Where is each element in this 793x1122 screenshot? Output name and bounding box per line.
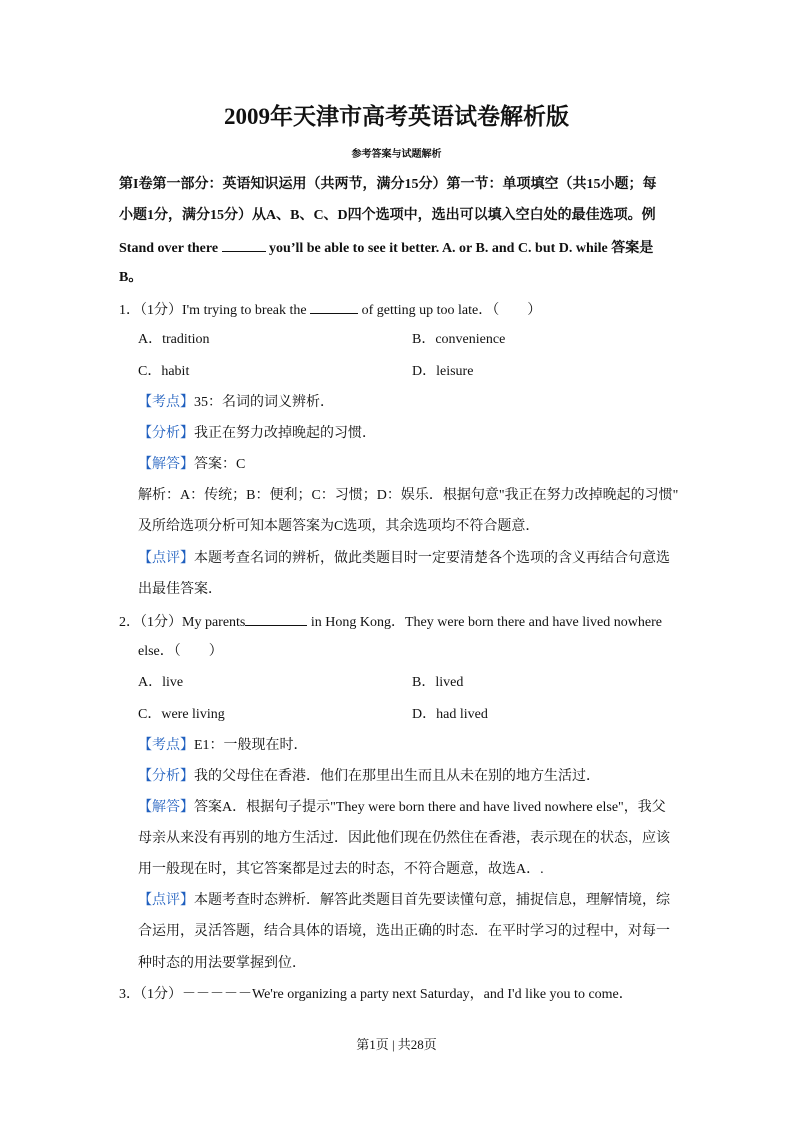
dianping-line: 合运用，灵活答题，结合具体的语境，选出正确的时态．在平时学习的过程中，对每一 — [138, 924, 670, 939]
jiexi-line: 解析：A：传统；B：便利；C：习惯；D：娱乐．根据句意"我正在努力改掉晚起的习惯" — [138, 488, 679, 503]
stem-text: 1．（1分）I'm trying to break the — [119, 303, 307, 318]
intro-line: B。 — [119, 270, 143, 285]
option-d: D．leisure — [412, 364, 474, 379]
answer-blank — [245, 611, 307, 626]
intro-text: Stand over there — [119, 241, 219, 256]
intro-line: 第I卷第一部分：英语知识运用（共两节，满分15分）第一节：单项填空（共15小题；每 — [119, 177, 657, 192]
question-1-stem — [119, 299, 541, 321]
fenxi — [138, 767, 600, 787]
dianping-text: 本题考查时态辨析．解答此类题目首先要读懂句意，捕捉信息，理解情境，综 — [194, 893, 670, 908]
tag-label: 【点评】 — [138, 551, 194, 566]
tag-label: 【考点】 — [138, 738, 194, 753]
jieda — [138, 455, 245, 475]
dianping — [138, 891, 670, 911]
intro-line: 小题1分，满分15分）从A、B、C、D四个选项中，选出可以填入空白处的最佳选项。例 — [119, 208, 656, 223]
stem-text: of getting up too late．（ ） — [361, 303, 542, 318]
tag-label: 【考点】 — [138, 395, 194, 410]
option-b: B．convenience — [412, 332, 506, 347]
kaodian — [138, 736, 308, 756]
kaodian-text: 35：名词的词义辨析． — [194, 395, 334, 410]
option-c: C．habit — [138, 364, 190, 379]
tag-label: 【解答】 — [138, 457, 194, 472]
option-c: C．were living — [138, 707, 225, 722]
answer-blank — [310, 299, 358, 314]
fenxi-text: 我正在努力改掉晚起的习惯． — [194, 426, 376, 441]
option-a: A．live — [138, 675, 184, 690]
dianping-text: 本题考查名词的辨析，做此类题目时一定要清楚各个选项的含义再结合句意选 — [194, 551, 670, 566]
dianping-line: 出最佳答案． — [138, 582, 222, 597]
jieda-line: 用一般现在时，其它答案都是过去的时态，不符合题意，故选A．. — [138, 862, 544, 877]
option-a: A．tradition — [138, 332, 210, 347]
option-d: D．had lived — [412, 707, 488, 722]
stem-text: in Hong Kong．They were born there and have lived nowhere — [310, 615, 662, 630]
kaodian-text: E1：一般现在时． — [194, 738, 308, 753]
answer-blank — [222, 237, 266, 252]
fenxi — [138, 424, 376, 444]
question-3-stem: 3．（1分）－－－－－We're organizing a party next Saturday，and I'd like you to come． — [119, 987, 633, 1002]
fenxi-text: 我的父母住在香港．他们在那里出生而且从未在别的地方生活过． — [194, 769, 600, 784]
option-b: B．lived — [412, 675, 464, 690]
jieda-text: 答案：C — [194, 457, 246, 472]
page-footer: 第1页 | 共28页 — [356, 1037, 437, 1052]
stem-text: 2．（1分）My parents — [119, 615, 246, 630]
document-subtitle: 参考答案与试题解析 — [351, 149, 442, 160]
tag-label: 【点评】 — [138, 893, 194, 908]
question-2-stem — [119, 611, 662, 633]
tag-label: 【分析】 — [138, 426, 194, 441]
tag-label: 【分析】 — [138, 769, 194, 784]
question-2-stem-cont: else．（ ） — [138, 644, 223, 659]
jieda-line: 母亲从来没有再别的地方生活过．因此他们现在仍然住在香港，表示现在的状态，应该 — [138, 831, 670, 846]
intro-line — [119, 237, 653, 259]
jiexi-line: 及所给选项分析可知本题答案为C选项，其余选项均不符合题意． — [138, 519, 540, 534]
kaodian — [138, 393, 334, 413]
tag-label: 【解答】 — [138, 800, 194, 815]
jieda — [138, 798, 666, 818]
jieda-text: 答案A．根据句子提示"They were born there and have lived nowhere else"，我父 — [194, 800, 666, 815]
intro-text: you’ll be able to see it better. A. or B. and C. but D. while 答案是 — [269, 241, 654, 256]
dianping — [138, 549, 670, 569]
document-title: 2009年天津市高考英语试卷解析版 — [224, 104, 569, 129]
dianping-line: 种时态的用法要掌握到位． — [138, 956, 306, 971]
